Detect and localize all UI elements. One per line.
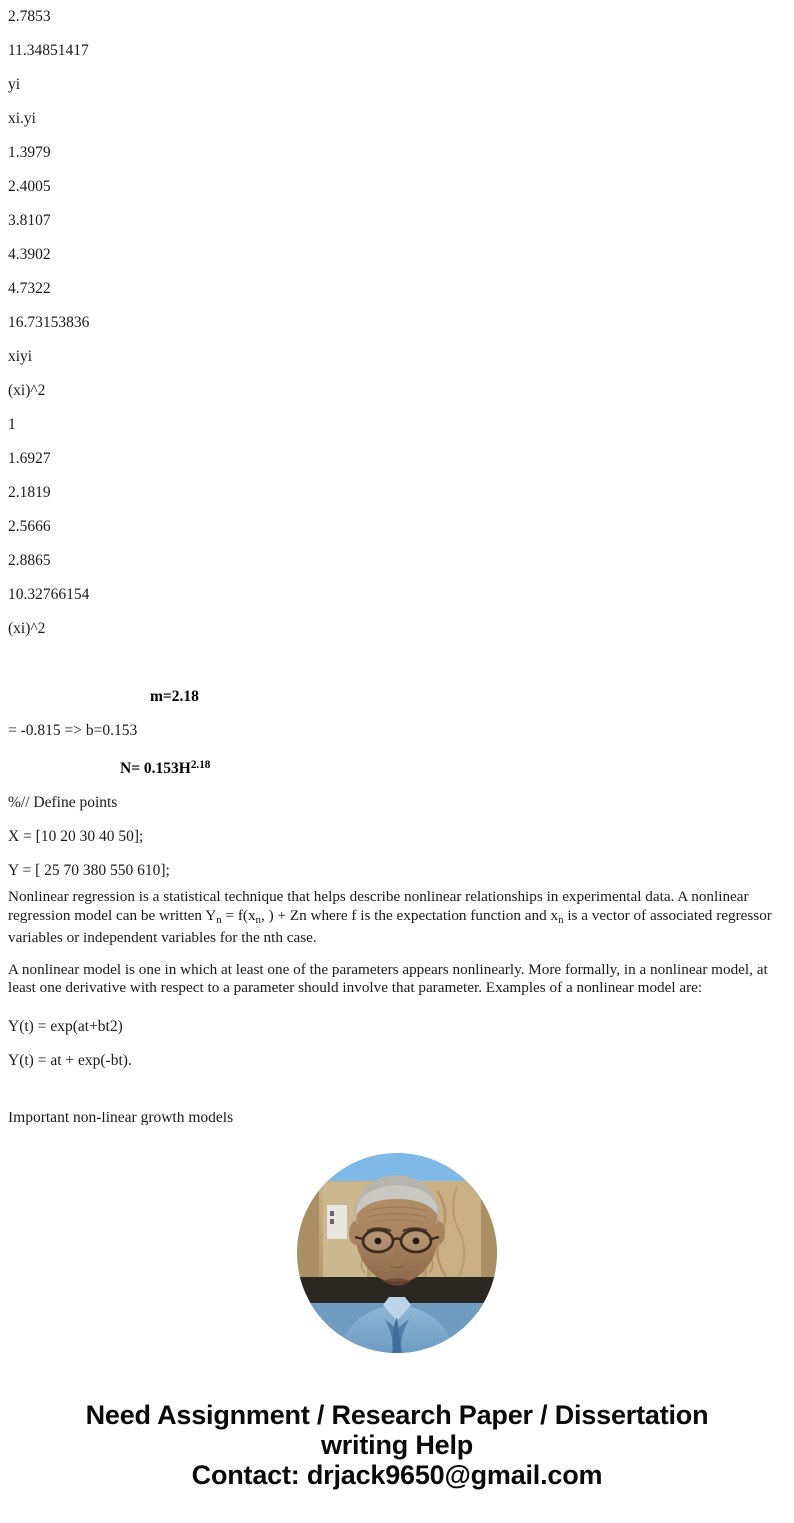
value-line: (xi)^2	[8, 382, 46, 399]
blank-line	[0, 646, 794, 680]
code-y-array: Y = [ 25 70 380 550 610];	[8, 862, 170, 880]
value-line: 2.8865	[8, 552, 51, 569]
paragraph-nonlinear-regression	[0, 888, 794, 948]
profile-photo	[297, 1153, 497, 1353]
value-line: yi	[8, 76, 21, 93]
value-line: 2.7853	[8, 8, 51, 25]
value-line: (xi)^2	[8, 620, 46, 637]
paragraph-text: Nonlinear regression is a statistical technique that helps describe nonlinear relationships in experimental data. A nonlinear regression model can be written Y	[8, 888, 749, 924]
value-line: xiyi	[8, 348, 33, 365]
value-line: 1.6927	[8, 450, 51, 467]
model-equation-exponent: 2.18	[190, 759, 211, 771]
intercept-line: = -0.815 => b=0.153	[8, 722, 138, 739]
clipped-heading-row	[0, 1112, 794, 1125]
model-equation-prefix: N= 0.153H	[120, 760, 191, 778]
footer-line-1: Need Assignment / Research Paper / Dissertation	[85, 1400, 709, 1430]
value-line: 11.34851417	[8, 42, 89, 59]
paragraph-text: = f(x	[221, 906, 256, 924]
value-line: 4.3902	[8, 246, 51, 263]
value-line: 1.3979	[8, 144, 51, 161]
model-equation	[0, 748, 794, 786]
slope-result: m=2.18	[150, 688, 199, 705]
avatar	[297, 1153, 497, 1353]
profile-photo-image	[297, 1153, 497, 1353]
code-comment: %// Define points	[8, 794, 118, 812]
paragraph-gap	[0, 998, 794, 1010]
subscript-n: n	[558, 913, 564, 926]
paragraph-nonlinear-model: A nonlinear model is one in which at least one of the parameters appears nonlinearly. More formally, in a nonlinear model, at least one derivative with respect to a parameter should involve that parameter. Examples of a nonlinear model are:	[8, 960, 768, 997]
code-x-array: X = [10 20 30 40 50];	[8, 828, 144, 846]
example-equation-2: Y(t) = at + exp(-bt).	[8, 1051, 132, 1069]
value-line: 10.32766154	[8, 586, 90, 603]
value-line: 2.4005	[8, 178, 51, 195]
paragraph-text: is a vector of associated regressor variables or independent variables for the nth case.	[8, 906, 772, 947]
value-line: xi.yi	[8, 110, 36, 127]
example-equation-1: Y(t) = exp(at+bt2)	[8, 1017, 123, 1035]
value-line: 4.7322	[8, 280, 51, 297]
footer-line-2: writing Help	[320, 1430, 474, 1460]
value-line: 2.5666	[8, 518, 51, 535]
subscript-n: n	[216, 913, 222, 926]
footer-line-3: Contact: drjack9650@gmail.com	[191, 1460, 603, 1490]
clipped-heading: Important non-linear growth models	[8, 1112, 234, 1125]
value-line: 16.73153836	[8, 314, 90, 331]
value-line: 1	[8, 416, 16, 433]
subscript-n: n	[255, 913, 262, 926]
value-line: 2.1819	[8, 484, 51, 501]
value-line: 3.8107	[8, 212, 51, 229]
footer-headline	[0, 1400, 794, 1490]
paragraph-text: , ) + Zn where f is the expectation function and x	[261, 906, 559, 924]
